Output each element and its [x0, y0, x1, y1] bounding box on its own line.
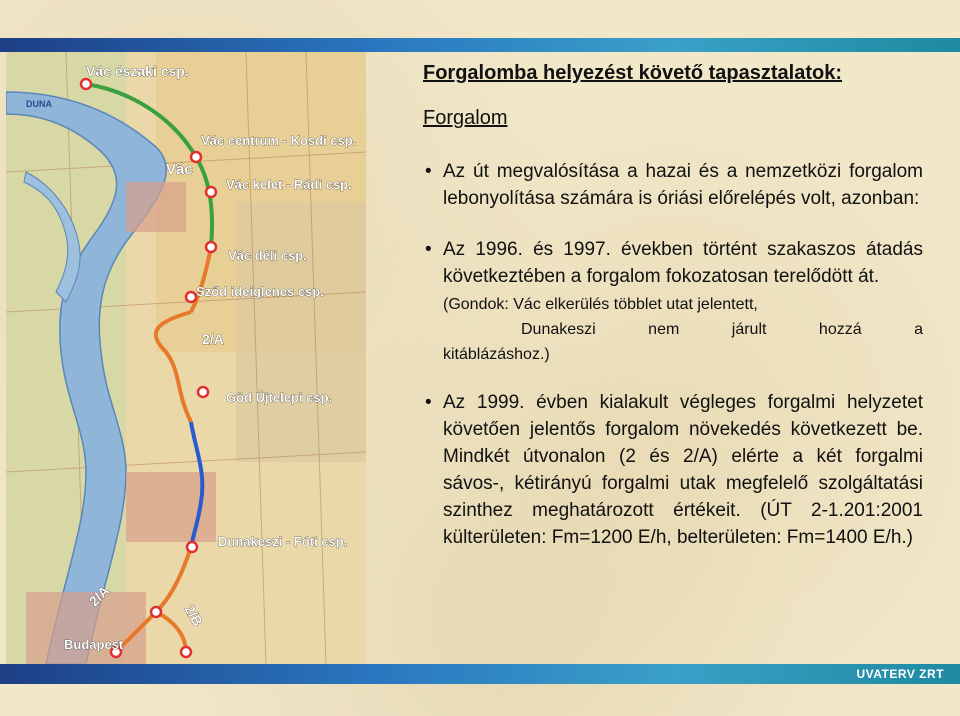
note-word: hozzá — [818, 321, 862, 338]
label-duna: DUNA — [26, 99, 52, 109]
bottom-accent-bar — [0, 664, 960, 684]
label-dunakeszi: Dunakeszi - Fóti csp. — [218, 534, 348, 549]
node-szod — [186, 292, 196, 302]
label-vac-centrum: Vác centrum - Kosdi csp. — [201, 133, 357, 148]
label-route-2a-bottom: 2/A — [85, 582, 113, 610]
node-vac-deli — [206, 242, 216, 252]
node-2b-end — [181, 647, 191, 657]
note-word: nem — [648, 321, 680, 338]
note-word: Dunakeszi — [521, 321, 596, 338]
note-line-1: (Gondok: Vác elkerülés többlet utat jelentett, — [443, 296, 758, 313]
node-vac-kelet — [206, 187, 216, 197]
slide-title: Forgalomba helyezést követő tapasztalatok: — [423, 62, 843, 84]
label-god: Göd Újtelepi csp. — [226, 390, 333, 405]
top-accent-bar — [0, 38, 960, 52]
text-panel — [423, 62, 923, 551]
bullet-1: • Az út megvalósítása a hazai és a nemzetközi forgalom lebonyolítása számára is óriási előrelépés volt, azonban: — [423, 158, 923, 212]
bullet-3: • Az 1999. évben kialakult végleges forgalmi helyzetet követően jelentős forgalom növekedés következett be. Mindkét útvonalon (2 és 2/A) elérte a két forgalmi sávos-, kétirányú forgalmi utak megfelelő szolgáltatási szinthez meghatározott értékeit. (ÚT 2-1.201:2001 külterületen: Fm=1200 E/h, belterületen: Fm=1400 E/h.) — [423, 389, 923, 551]
label-route-2b: 2/B — [181, 602, 207, 629]
label-route-2a-top: 2/A — [202, 331, 224, 347]
label-vac: Vác — [166, 161, 193, 178]
route-map — [6, 52, 366, 664]
route-map-svg — [6, 52, 366, 664]
urban-vac — [126, 182, 186, 232]
brand-logo-text: UVATERV ZRT — [856, 667, 944, 681]
note-word: járult — [731, 321, 767, 338]
note-line-2 — [443, 317, 923, 342]
urban-budapest — [26, 592, 146, 664]
label-szod: Sződ ideiglenes csp. — [196, 284, 324, 299]
label-vac-deli: Vác déli csp. — [228, 248, 307, 263]
section-heading: Forgalom — [423, 107, 508, 129]
node-junction-south — [151, 607, 161, 617]
label-budapest: Budapest — [64, 637, 124, 652]
note-line-3: kitáblázáshoz.) — [443, 346, 550, 363]
node-god — [198, 387, 208, 397]
label-vac-eszaki: Vác északi csp. — [86, 63, 189, 79]
bullet-2-note — [423, 292, 923, 367]
label-vac-kelet: Vác kelet - Rádi csp. — [226, 177, 352, 192]
bullet-2: • Az 1996. és 1997. években történt szakaszos átadás következtében a forgalom fokozatosan terelődött át. — [423, 236, 923, 290]
note-word: a — [914, 321, 923, 338]
node-vac-eszaki — [81, 79, 91, 89]
node-dunakeszi — [187, 542, 197, 552]
